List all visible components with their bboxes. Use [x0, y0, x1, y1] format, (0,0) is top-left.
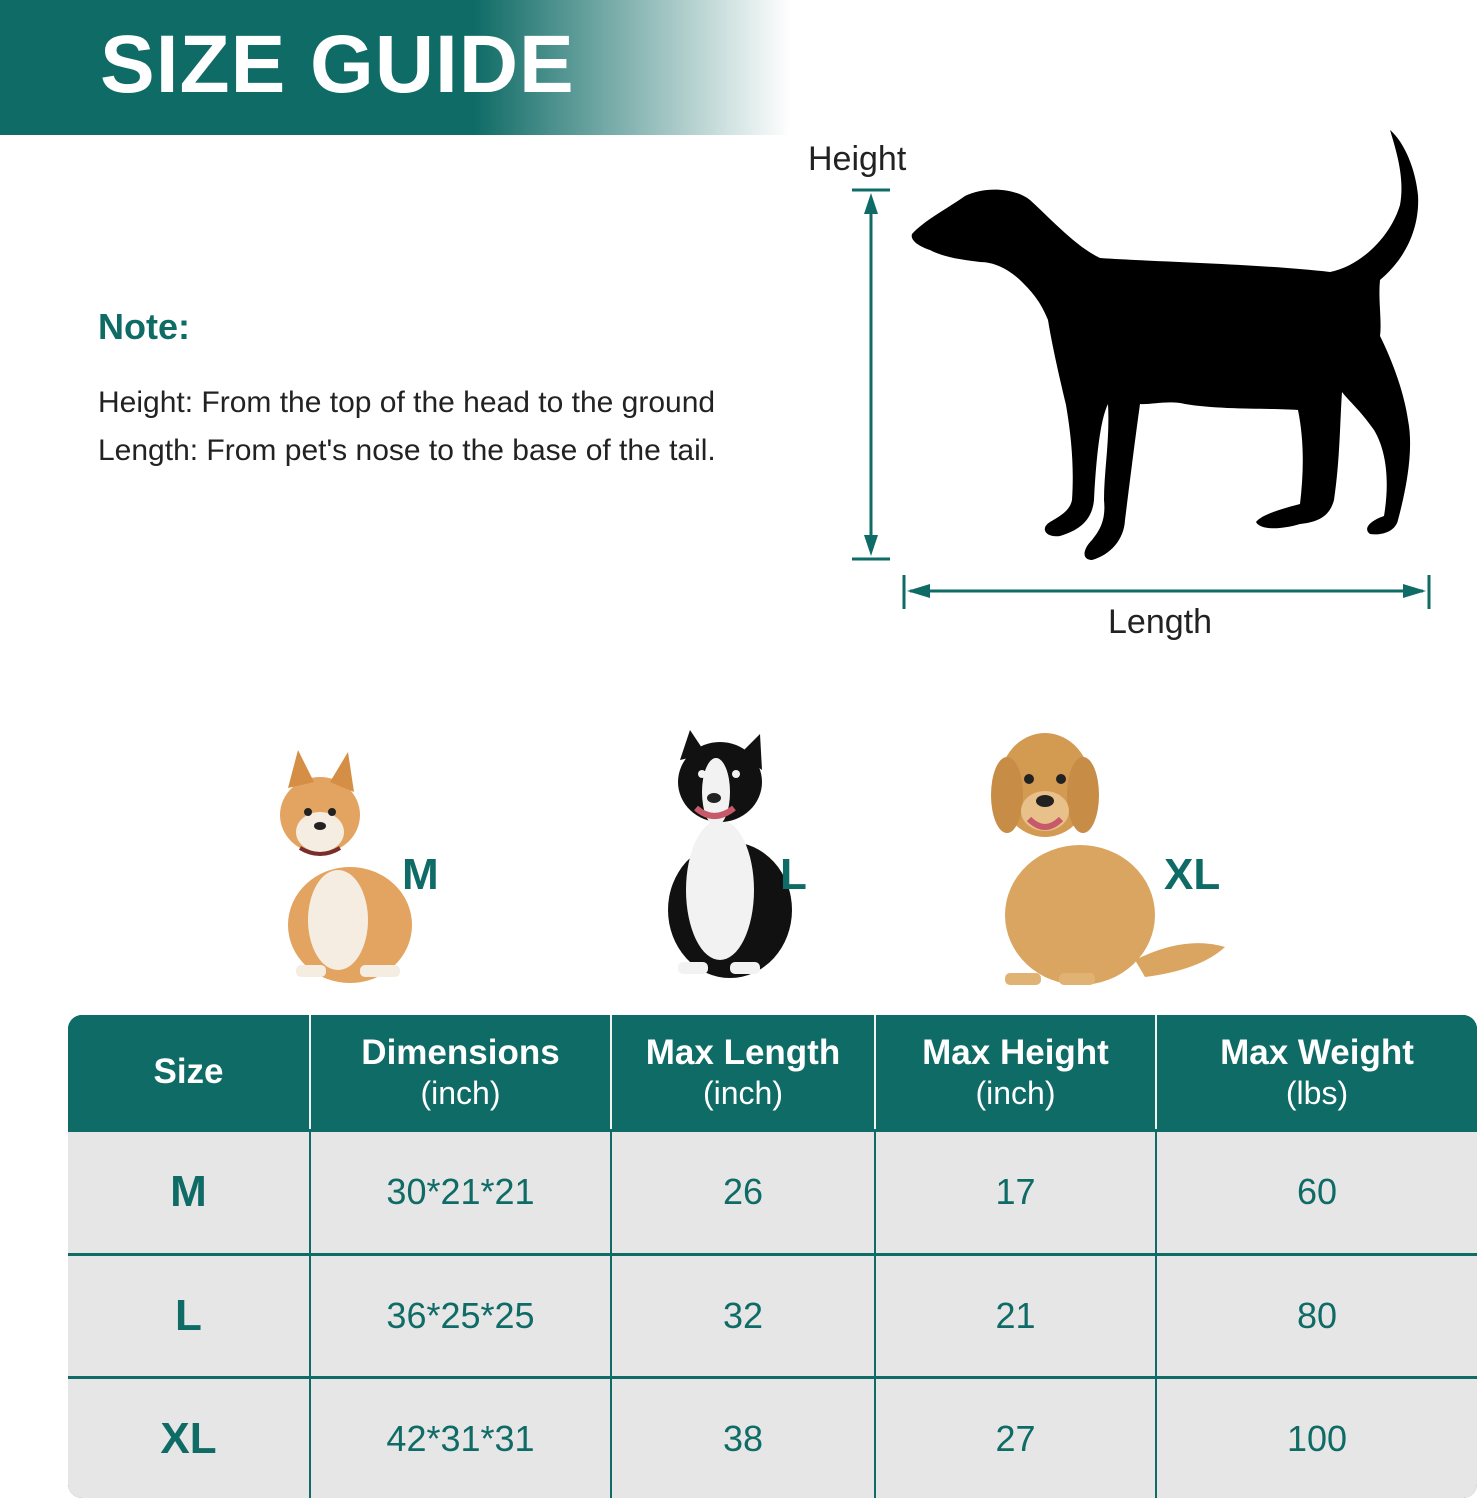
cell-max-length: 38 — [611, 1378, 875, 1498]
cell-max-height: 21 — [875, 1254, 1156, 1378]
table-header-row — [68, 1015, 1477, 1131]
cell-max-weight: 80 — [1156, 1254, 1477, 1378]
length-arrow — [904, 575, 1429, 609]
cell-dimensions: 30*21*21 — [310, 1131, 611, 1255]
cell-max-weight: 100 — [1156, 1378, 1477, 1498]
height-label: Height — [808, 140, 907, 178]
cell-dimensions: 36*25*25 — [310, 1254, 611, 1378]
size-mark-l: L — [780, 850, 807, 899]
note-length-line: Length: From pet's nose to the base of the tail. — [98, 434, 716, 467]
header-dimensions: Dimensions (inch) — [310, 1015, 611, 1131]
cell-dimensions: 42*31*31 — [310, 1378, 611, 1498]
page-title: SIZE GUIDE — [100, 19, 575, 110]
header-banner — [0, 0, 790, 135]
dog-silhouette-diagram — [840, 120, 1460, 620]
header-max-weight: Max Weight (lbs) — [1156, 1015, 1477, 1131]
cell-max-height: 27 — [875, 1378, 1156, 1498]
cell-size: XL — [68, 1378, 310, 1498]
size-mark-m: M — [402, 850, 439, 899]
cell-size: L — [68, 1254, 310, 1378]
cell-max-length: 26 — [611, 1131, 875, 1255]
border-collie-photo — [650, 720, 800, 980]
dog-silhouette-icon — [912, 130, 1418, 560]
length-label: Length — [1108, 603, 1212, 641]
cell-max-height: 17 — [875, 1131, 1156, 1255]
cell-max-length: 32 — [611, 1254, 875, 1378]
cell-max-weight: 60 — [1156, 1131, 1477, 1255]
height-arrow — [852, 190, 890, 559]
note-height-line: Height: From the top of the head to the ground — [98, 386, 716, 419]
header-max-height: Max Height (inch) — [875, 1015, 1156, 1131]
note-title: Note: — [98, 306, 190, 347]
size-table — [68, 1015, 1477, 1498]
table-row — [68, 1131, 1477, 1255]
table-row — [68, 1378, 1477, 1498]
table-row — [68, 1254, 1477, 1378]
cell-size: M — [68, 1131, 310, 1255]
size-mark-xl: XL — [1164, 850, 1221, 899]
header-max-length: Max Length (inch) — [611, 1015, 875, 1131]
header-size: Size — [68, 1015, 310, 1131]
